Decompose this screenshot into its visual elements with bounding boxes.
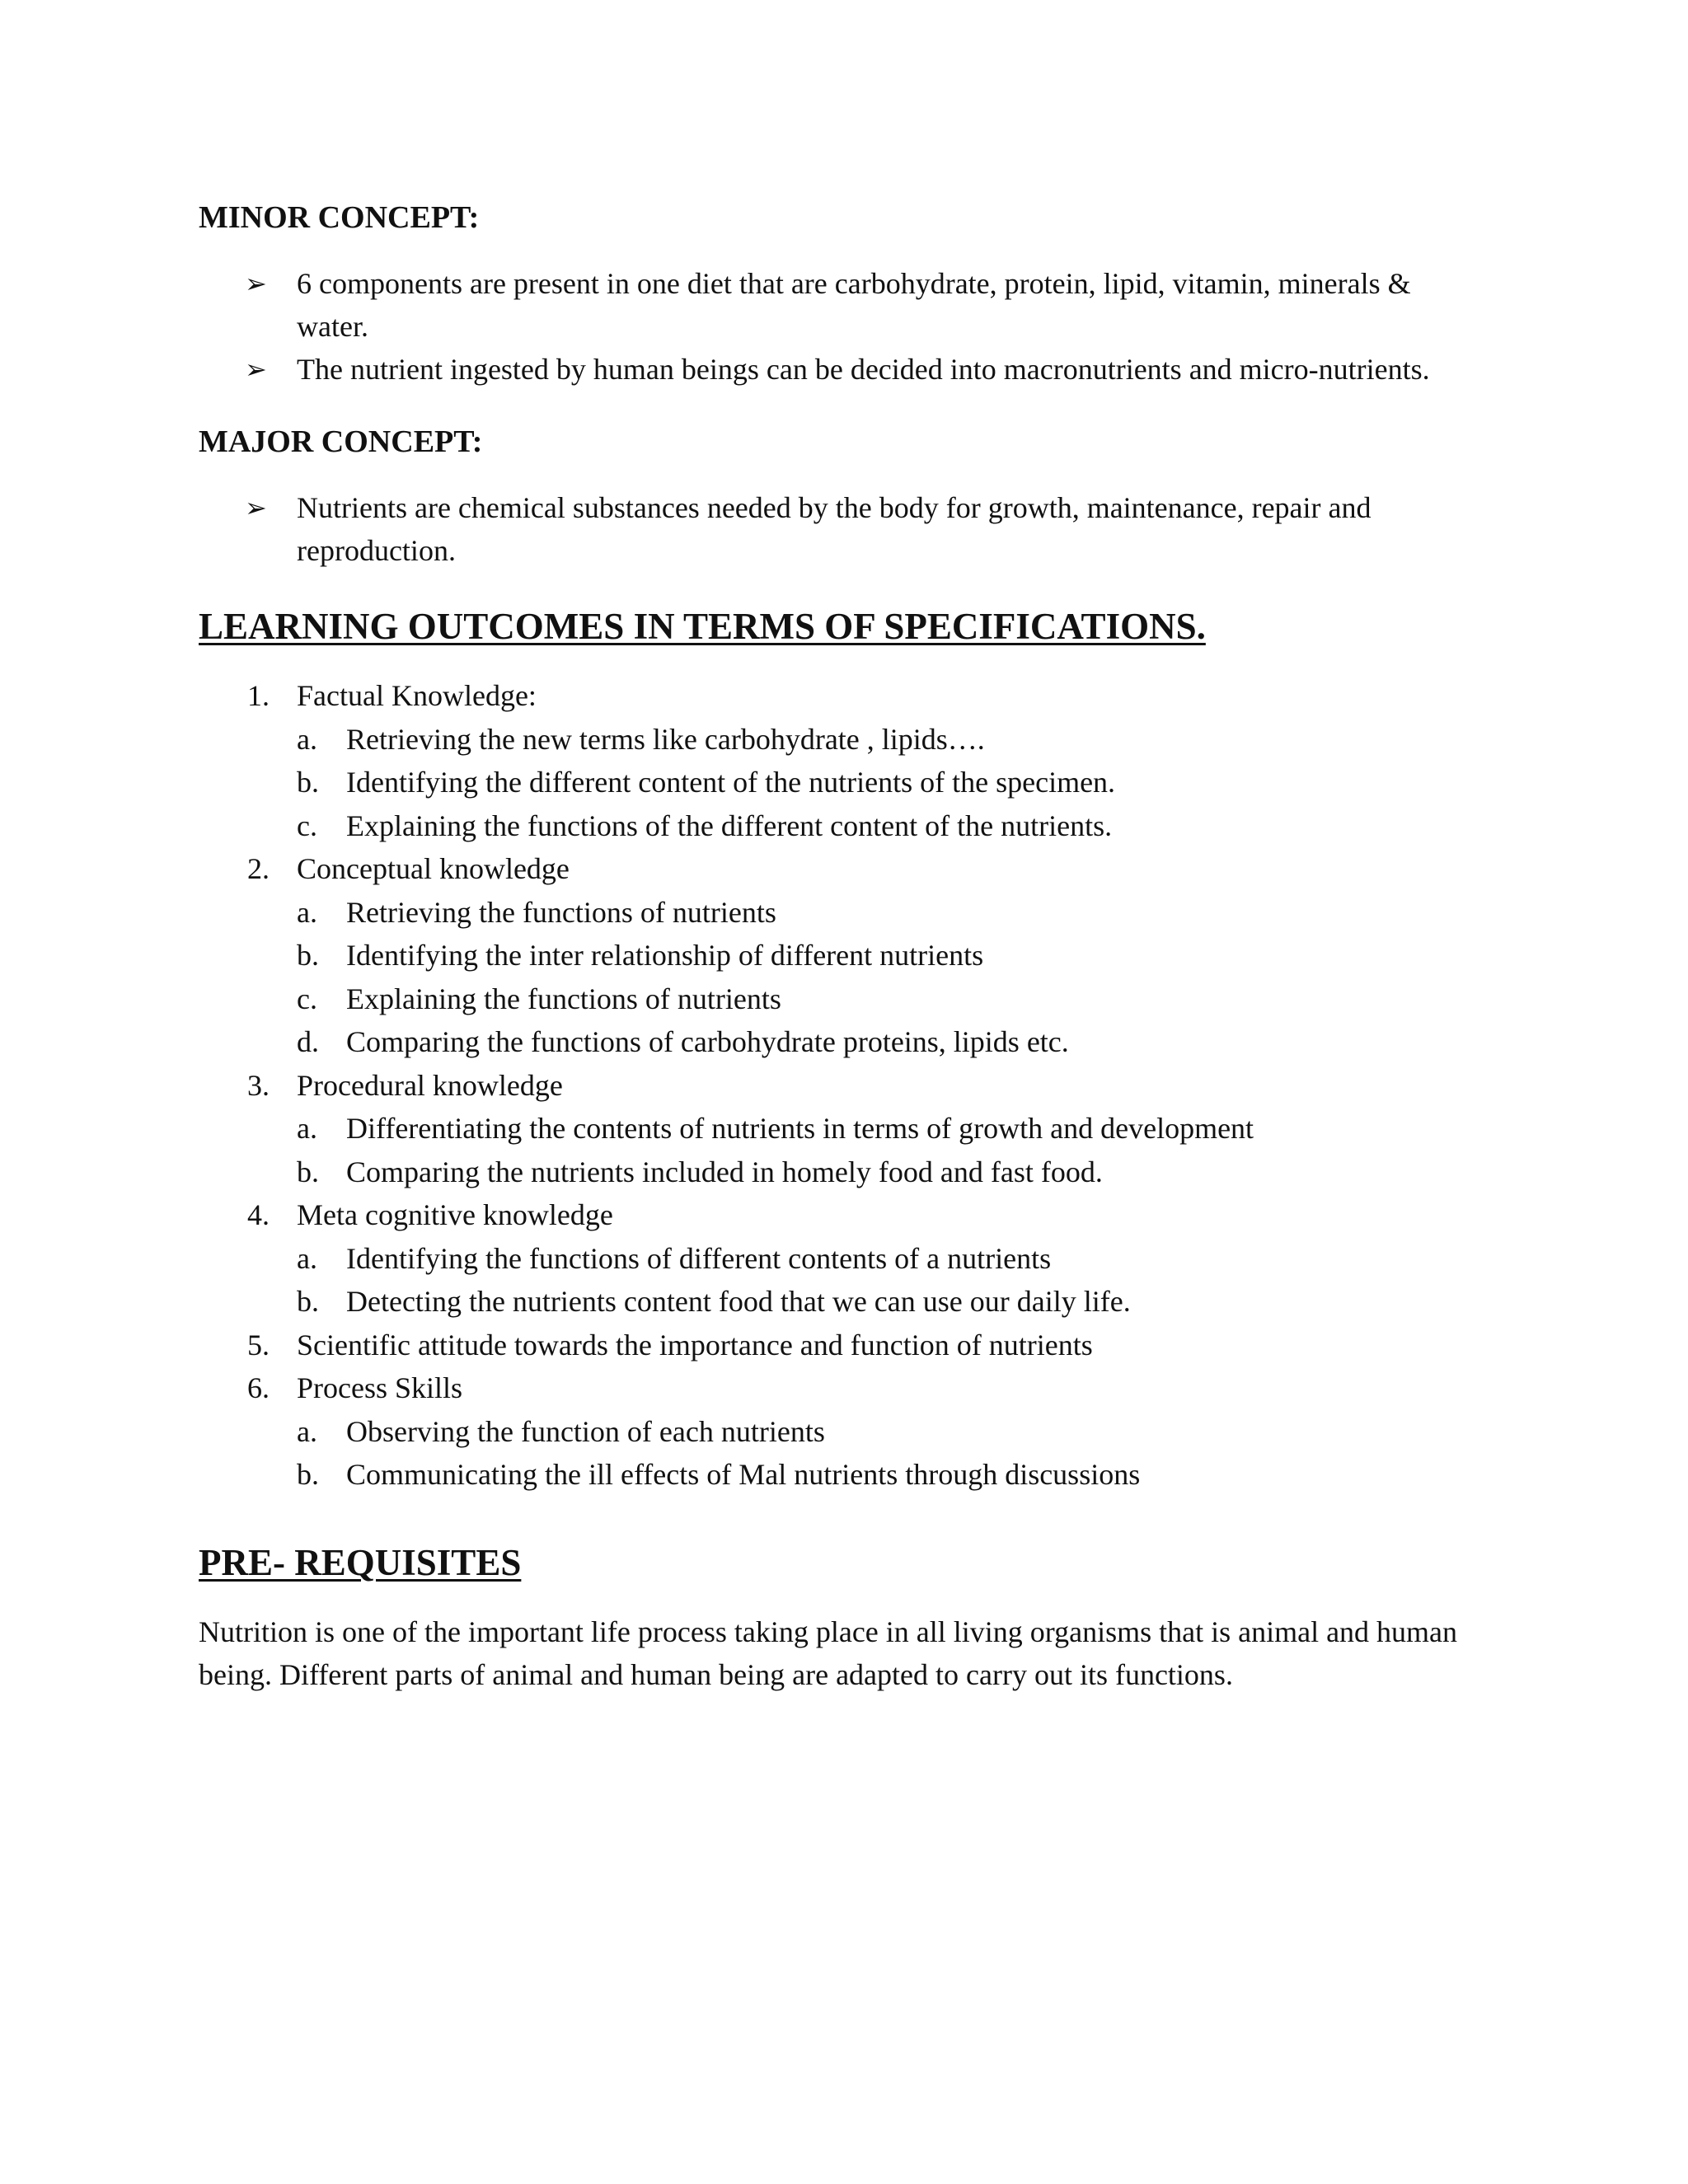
sub-item-text: Identifying the inter relationship of different nutrients [346, 939, 984, 972]
outcome-item [199, 1324, 1451, 1367]
outcome-number: 3. [247, 1068, 270, 1102]
outcome-item [199, 1064, 1451, 1194]
sub-item-letter: a. [297, 722, 317, 756]
sub-item [297, 1020, 1451, 1064]
sub-item-text: Retrieving the new terms like carbohydrate , lipids…. [346, 722, 985, 756]
sub-item [297, 804, 1451, 848]
prerequisites-paragraph: Nutrition is one of the important life process taking place in all living organisms that is animal and human being. Different parts of animal and human being are adapted to carry out its functions. [199, 1615, 1458, 1691]
minor-concept-heading: MINOR CONCEPT: [199, 200, 480, 235]
outcome-sub-list [297, 1237, 1451, 1324]
outcome-label: Procedural knowledge [297, 1068, 563, 1102]
list-item [199, 262, 1451, 348]
sub-item-text: Identifying the different content of the nutrients of the specimen. [346, 766, 1116, 799]
sub-item [297, 1410, 1451, 1454]
outcome-label: Process Skills [297, 1371, 463, 1404]
outcome-label: Factual Knowledge: [297, 679, 537, 712]
outcome-item [199, 1366, 1451, 1497]
list-item [199, 348, 1451, 391]
sub-item-text: Differentiating the contents of nutrients in terms of growth and development [346, 1112, 1254, 1145]
sub-item [297, 718, 1451, 762]
sub-item-text: Explaining the functions of nutrients [346, 982, 781, 1015]
bullet-text: 6 components are present in one diet that are carbohydrate, protein, lipid, vitamin, minerals & water. [297, 267, 1411, 343]
sub-item-text: Communicating the ill effects of Mal nutrients through discussions [346, 1458, 1141, 1491]
sub-item-text: Detecting the nutrients content food that we can use our daily life. [346, 1285, 1131, 1318]
sub-item-letter: a. [297, 895, 317, 929]
outcome-number: 1. [247, 679, 270, 712]
sub-item-text: Comparing the nutrients included in homely food and fast food. [346, 1155, 1103, 1188]
outcome-item [199, 674, 1451, 847]
major-concept-heading: MAJOR CONCEPT: [199, 424, 483, 459]
outcome-label: Conceptual knowledge [297, 852, 570, 885]
bullet-text: Nutrients are chemical substances needed by the body for growth, maintenance, repair and reproduction. [297, 491, 1372, 567]
sub-item [297, 1237, 1451, 1281]
sub-item-letter: b. [297, 1155, 319, 1188]
sub-item-letter: b. [297, 1285, 319, 1318]
outcome-sub-list [297, 1107, 1451, 1193]
outcome-number: 5. [247, 1328, 270, 1361]
sub-item-text: Explaining the functions of the different content of the nutrients. [346, 808, 1113, 842]
page-content [199, 196, 1458, 1697]
outcome-number: 2. [247, 852, 270, 885]
outcome-item [199, 1193, 1451, 1324]
arrow-bullet-icon: ➢ [245, 354, 267, 384]
major-concept-list [199, 486, 1451, 572]
sub-item-letter: a. [297, 1241, 317, 1275]
sub-item [297, 761, 1451, 804]
outcome-number: 4. [247, 1198, 270, 1231]
prerequisites-heading: PRE- REQUISITES [199, 1541, 522, 1583]
outcome-item [199, 847, 1451, 1064]
sub-item-letter: a. [297, 1414, 317, 1448]
outcome-sub-list [297, 718, 1451, 848]
outcome-label: Scientific attitude towards the importance and function of nutrients [297, 1328, 1093, 1361]
sub-item [297, 977, 1451, 1021]
sub-item-text: Identifying the functions of different contents of a nutrients [346, 1241, 1052, 1275]
sub-item [297, 891, 1451, 935]
arrow-bullet-icon: ➢ [245, 269, 267, 298]
sub-item [297, 1280, 1451, 1324]
sub-item-text: Comparing the functions of carbohydrate proteins, lipids etc. [346, 1025, 1069, 1058]
sub-item [297, 1151, 1451, 1194]
sub-item-text: Observing the function of each nutrients [346, 1414, 825, 1448]
sub-item-letter: b. [297, 766, 319, 799]
sub-item [297, 1107, 1451, 1151]
list-item [199, 486, 1451, 572]
bullet-text: The nutrient ingested by human beings can be decided into macronutrients and micro-nutrients. [297, 353, 1430, 386]
learning-outcomes-heading: LEARNING OUTCOMES IN TERMS OF SPECIFICATIONS. [199, 606, 1206, 647]
sub-item-text: Retrieving the functions of nutrients [346, 895, 776, 929]
sub-item-letter: c. [297, 982, 317, 1015]
outcome-sub-list [297, 891, 1451, 1064]
outcome-number: 6. [247, 1371, 270, 1404]
arrow-bullet-icon: ➢ [245, 493, 267, 523]
minor-concept-list [199, 262, 1451, 391]
outcome-label: Meta cognitive knowledge [297, 1198, 613, 1231]
sub-item-letter: c. [297, 808, 317, 842]
outcome-sub-list [297, 1410, 1451, 1497]
sub-item-letter: b. [297, 1458, 319, 1491]
sub-item [297, 934, 1451, 977]
learning-outcomes-list [199, 674, 1451, 1497]
sub-item [297, 1453, 1451, 1497]
sub-item-letter: a. [297, 1112, 317, 1145]
sub-item-letter: b. [297, 939, 319, 972]
sub-item-letter: d. [297, 1025, 319, 1058]
